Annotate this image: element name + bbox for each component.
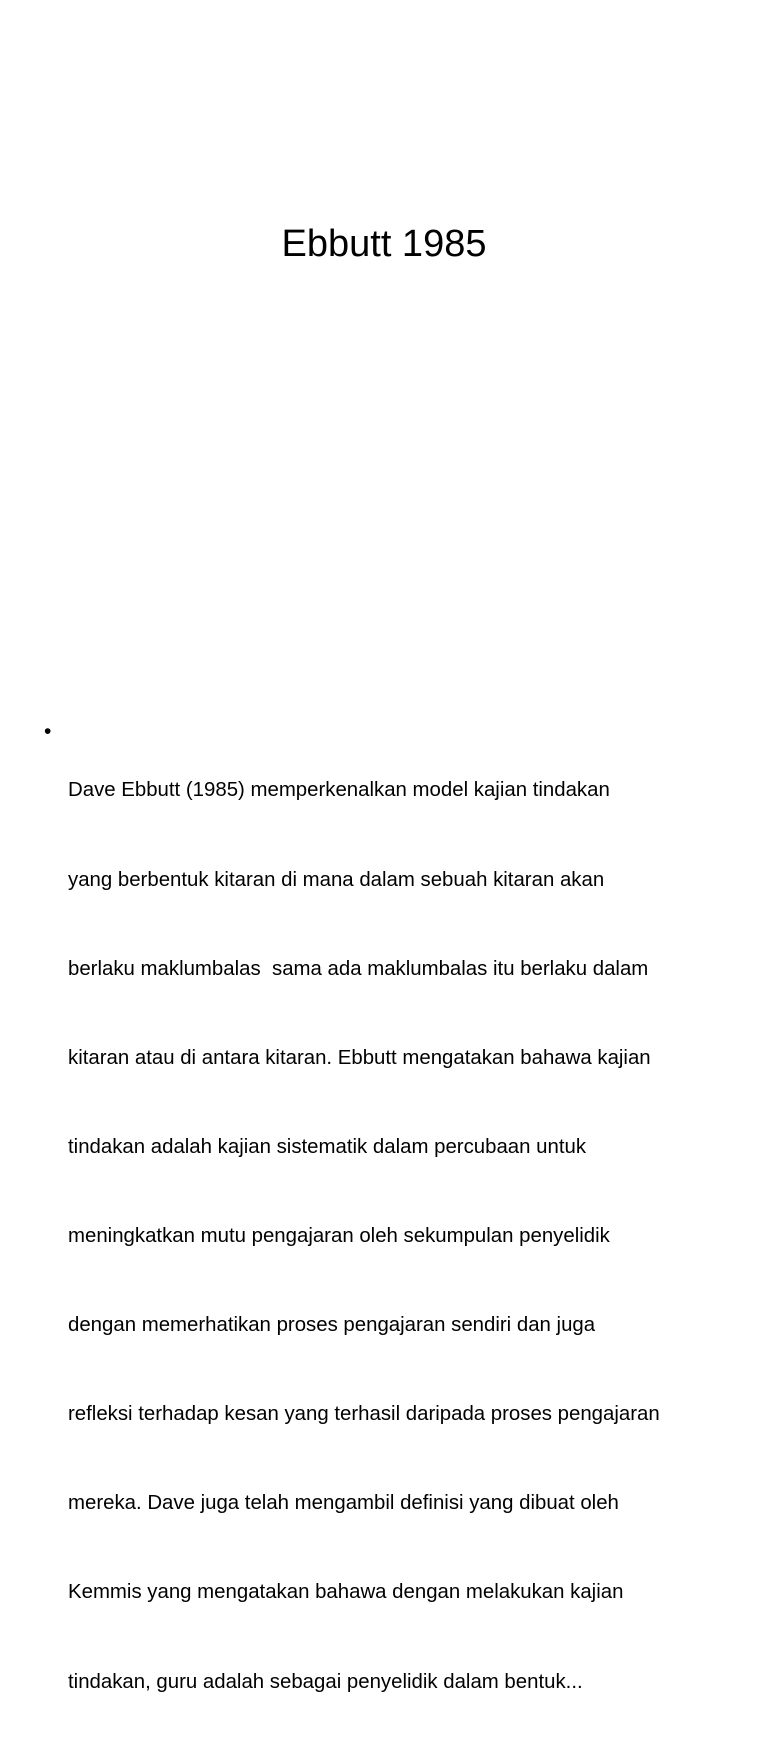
bullet-text bbox=[68, 717, 734, 1757]
bullet-text-line: meningkatkan mutu pengajaran oleh sekumpulan penyelidik bbox=[68, 1224, 610, 1247]
bullet-text-line: tindakan, guru adalah sebagai penyelidik dalam bentuk... bbox=[68, 1670, 583, 1693]
bullet-list bbox=[44, 717, 734, 1757]
bullet-text-line: refleksi terhadap kesan yang terhasil daripada proses pengajaran bbox=[68, 1403, 660, 1426]
bullet-text-line: kitaran atau di antara kitaran. Ebbutt mengatakan bahawa kajian bbox=[68, 1046, 651, 1069]
bullet-text-line: yang berbentuk kitaran di mana dalam sebuah kitaran akan bbox=[68, 868, 605, 891]
bullet-item bbox=[44, 717, 734, 1757]
bullet-text-line: Dave Ebbutt (1985) memperkenalkan model kajian tindakan bbox=[68, 779, 610, 802]
slide-title: Ebbutt 1985 bbox=[281, 223, 487, 265]
bullet-text-line: mereka. Dave juga telah mengambil definisi yang dibuat oleh bbox=[68, 1492, 619, 1515]
bullet-text-line: berlaku maklumbalas sama ada maklumbalas itu berlaku dalam bbox=[68, 957, 649, 980]
bullet-icon: • bbox=[44, 720, 52, 743]
bullet-text-line: dengan memerhatikan proses pengajaran sendiri dan juga bbox=[68, 1314, 596, 1337]
bullet-text-line: Kemmis yang mengatakan bahawa dengan melakukan kajian bbox=[68, 1581, 624, 1604]
bullet-text-line: tindakan adalah kajian sistematik dalam percubaan untuk bbox=[68, 1135, 587, 1158]
